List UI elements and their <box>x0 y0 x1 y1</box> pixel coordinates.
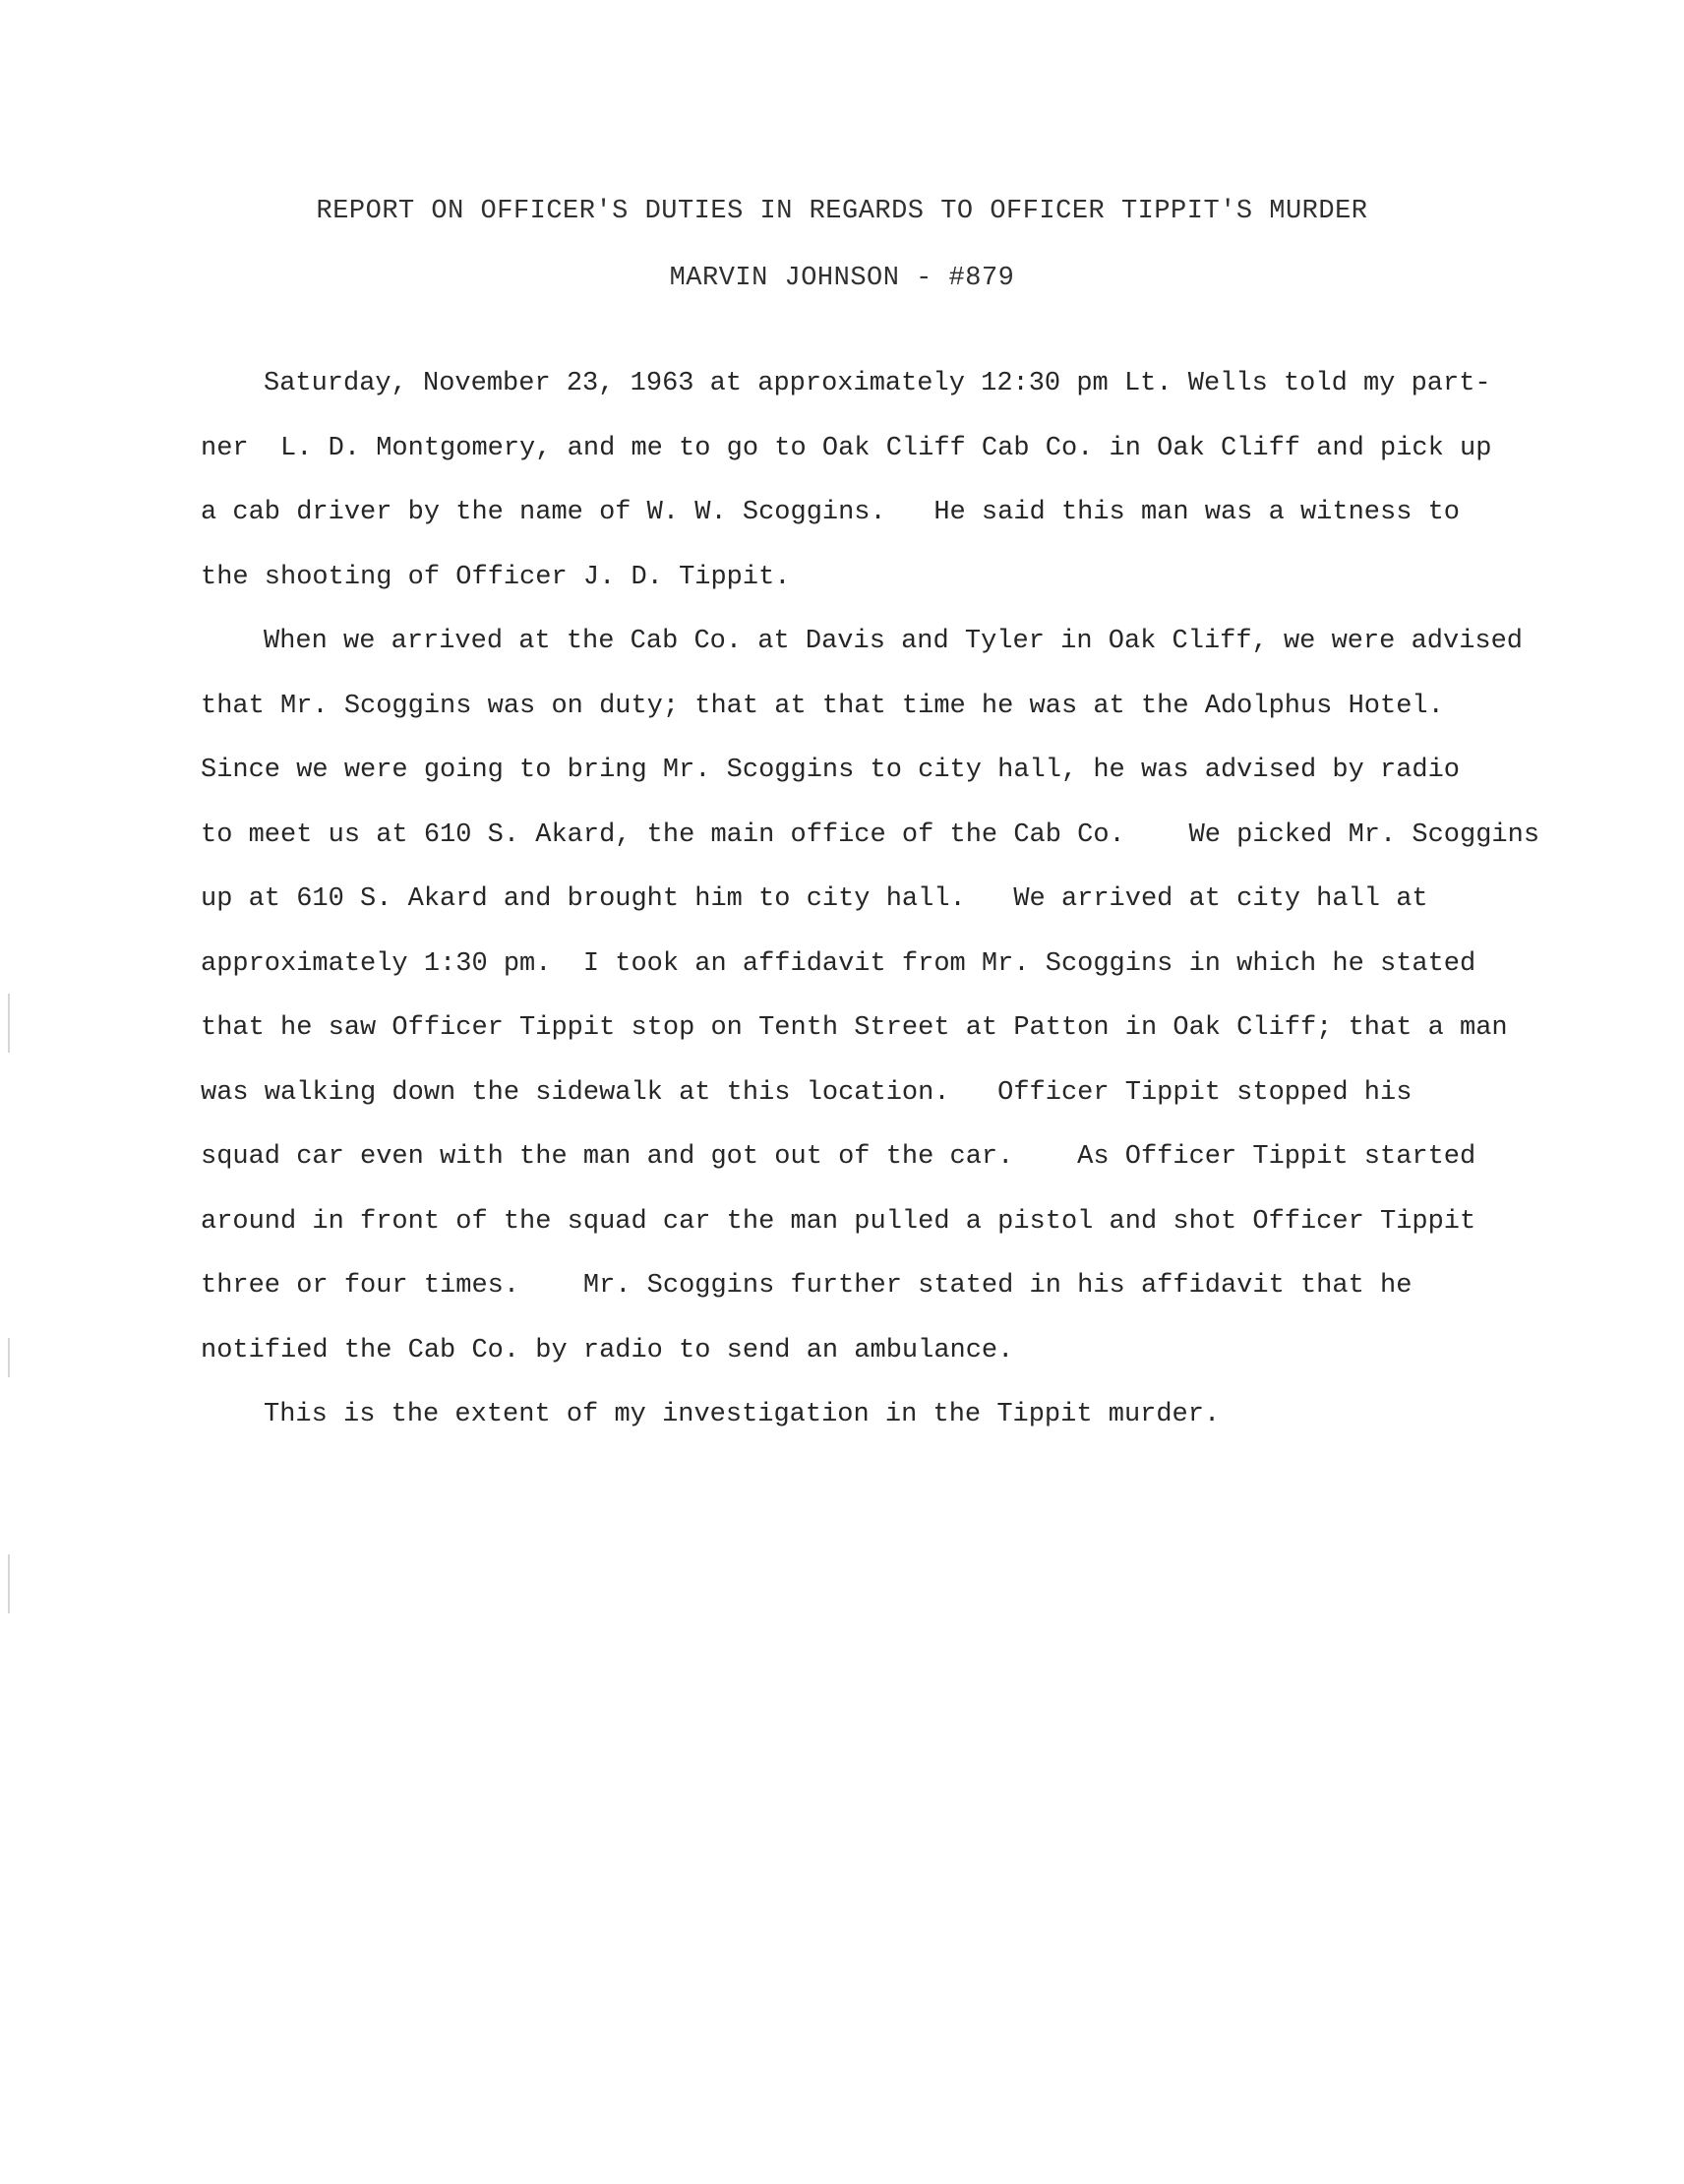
body-line: that he saw Officer Tippit stop on Tenth Street at Patton in Oak Cliff; that a man <box>201 1013 1508 1043</box>
body-line: up at 610 S. Akard and brought him to city hall. We arrived at city hall at <box>201 884 1428 914</box>
body-line: approximately 1:30 pm. I took an affidavit from Mr. Scoggins in which he stated <box>201 948 1476 979</box>
body-line: notified the Cab Co. by radio to send an ambulance. <box>201 1335 1014 1365</box>
body-line: was walking down the sidewalk at this location. Officer Tippit stopped his <box>201 1077 1413 1108</box>
body-line: around in front of the squad car the man pulled a pistol and shot Officer Tippit <box>201 1206 1476 1237</box>
body-line: to meet us at 610 S. Akard, the main office of the Cab Co. We picked Mr. Scoggins <box>201 819 1540 850</box>
body-line: Since we were going to bring Mr. Scoggins to city hall, he was advised by radio <box>201 756 1461 785</box>
scan-margin-mark <box>8 1554 10 1613</box>
body-line: ner L. D. Montgomery, and me to go to Oak Cliff Cab Co. in Oak Cliff and pick up <box>201 433 1492 463</box>
report-title: REPORT ON OFFICER'S DUTIES IN REGARDS TO OFFICER TIPPIT'S MURDER <box>316 197 1368 226</box>
body-line: Saturday, November 23, 1963 at approximately 12:30 pm Lt. Wells told my part- <box>264 369 1491 398</box>
body-line: This is the extent of my investigation in the Tippit murder. <box>264 1400 1221 1429</box>
scan-margin-mark <box>8 994 10 1053</box>
body-line: that Mr. Scoggins was on duty; that at that time he was at the Adolphus Hotel. <box>201 691 1444 721</box>
report-author: MARVIN JOHNSON - #879 <box>669 264 1015 293</box>
body-line: three or four times. Mr. Scoggins further stated in his affidavit that he <box>201 1271 1413 1301</box>
body-line: squad car even with the man and got out of the car. As Officer Tippit started <box>201 1142 1476 1172</box>
body-line: the shooting of Officer J. D. Tippit. <box>201 562 791 592</box>
scan-margin-mark <box>8 1338 10 1377</box>
body-line: When we arrived at the Cab Co. at Davis and Tyler in Oak Cliff, we were advised <box>264 627 1524 656</box>
report-body <box>201 352 1578 1448</box>
body-line: a cab driver by the name of W. W. Scoggins. He said this man was a witness to <box>201 498 1461 527</box>
